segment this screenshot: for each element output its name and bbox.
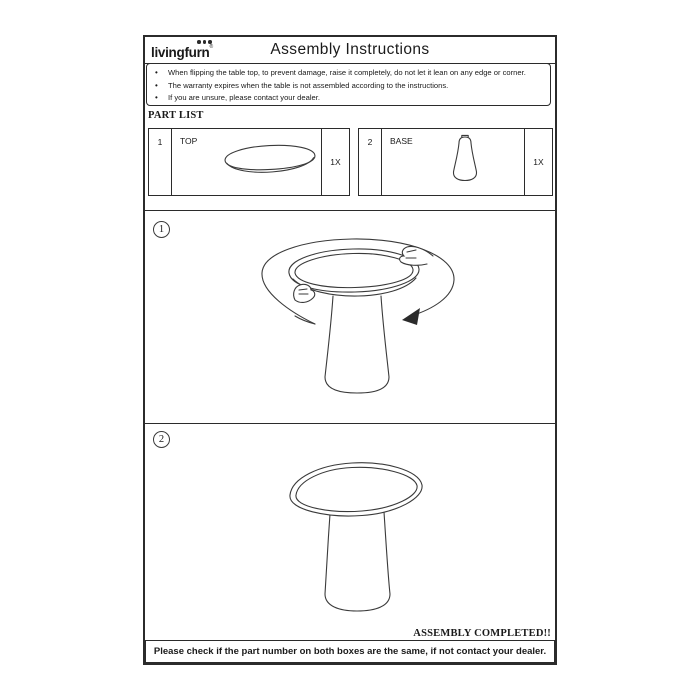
part-list-heading: PART LIST [148,110,204,121]
step-2-number: 2 [153,431,170,448]
part-body [382,129,524,195]
bullet-icon: • [155,93,158,102]
part-row-top [148,128,350,196]
bullet-icon: • [155,80,158,90]
footer-note-box [145,640,555,663]
footer-note-text: Please check if the part number on both boxes are the same, if not contact your dealer. [153,646,547,657]
step-1-illustration [255,236,467,402]
table-top-icon [218,141,322,179]
assembly-completed-text: ASSEMBLY COMPLETED!! [413,628,551,639]
warning-item: • The warranty expires when the table is not assembled according to the instructions. [168,80,546,93]
step-2-illustration [283,460,427,616]
part-body [172,129,321,195]
warning-box [146,63,551,106]
warning-item: • If you are unsure, please contact your dealer. [168,92,546,105]
step-1-panel [145,210,555,424]
step-1-number: 1 [153,221,170,238]
part-quantity: 1X [524,129,552,195]
part-number: 2 [359,129,382,195]
part-row-base [358,128,553,196]
part-quantity: 1X [321,129,349,195]
sheet-header [145,37,555,64]
bullet-icon: • [155,68,158,77]
logo-text: livingfurn [151,45,210,60]
warning-list [147,67,550,105]
part-name: BASE [390,136,413,146]
part-name: TOP [180,136,198,146]
page-title: Assembly Instructions [270,41,430,58]
table-base-icon [448,133,482,183]
registered-mark-icon: ® [209,43,214,50]
assembly-instruction-sheet [143,35,557,665]
warning-item: • When flipping the table top, to prevent damage, raise it completely, do not let it lean on any edge or corner. [168,67,546,80]
part-number: 1 [149,129,172,195]
step-2-panel [145,423,555,643]
